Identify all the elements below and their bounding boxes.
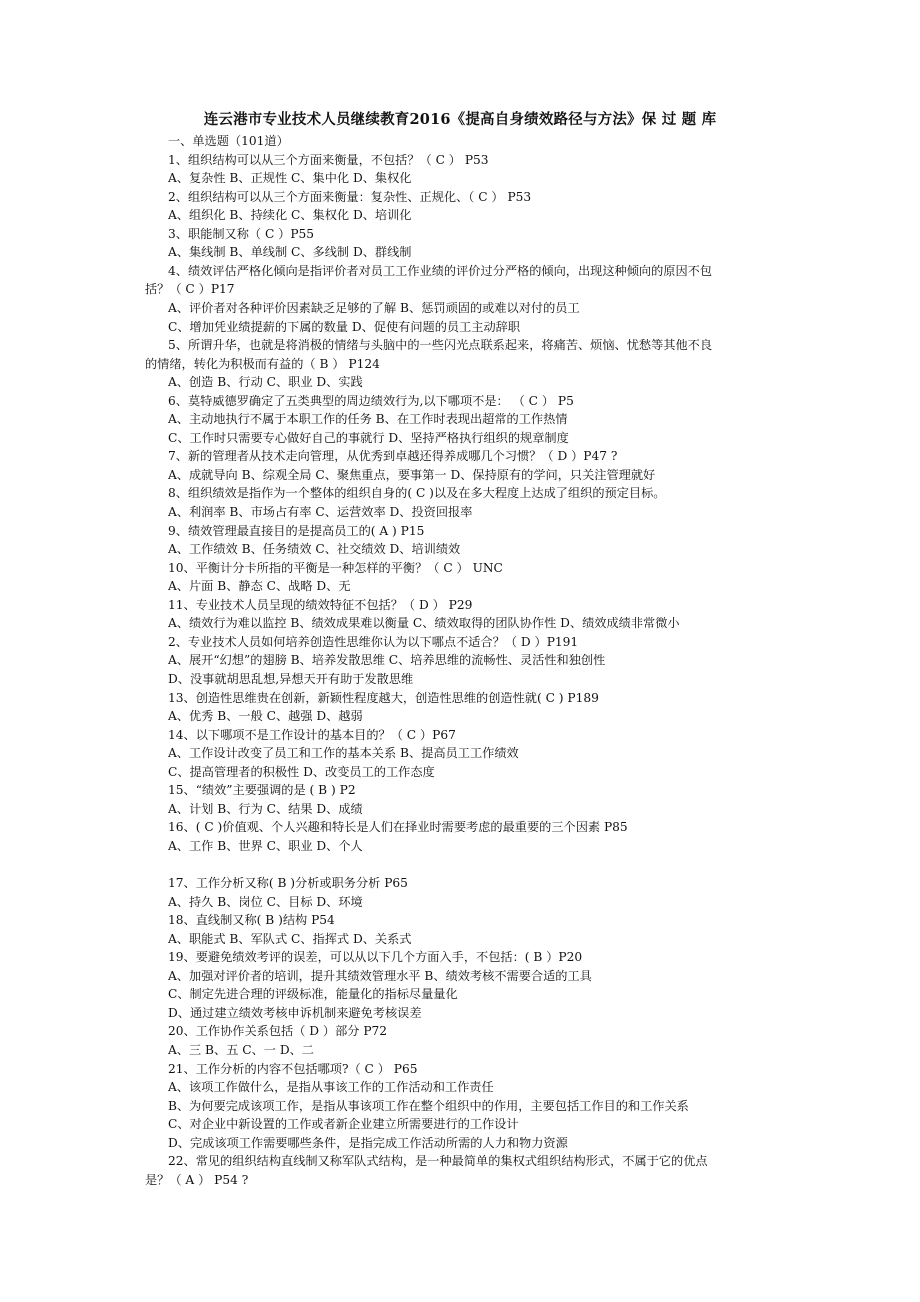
text-line: C、提高管理者的积极性 D、改变员工的工作态度	[168, 764, 435, 779]
text-line: A、三 B、五 C、一 D、二	[168, 1043, 314, 1057]
text-line: 10、平衡计分卡所指的平衡是一种怎样的平衡？（ C ） UNC	[168, 560, 503, 575]
text-line: 22、常见的组织结构直线制又称军队式结构，是一种最简单的集权式组织结构形式，不属于它的优点	[168, 1154, 708, 1169]
text-line: 17、工作分析又称( B )分析或职务分析 P65	[168, 876, 408, 890]
text-line: D、通过建立绩效考核申诉机制来避免考核误差	[168, 1005, 422, 1020]
text-line: 2、组织结构可以从三个方面来衡量：复杂性、正规化、（ C ） P53	[168, 189, 532, 204]
page-title: 连云港市专业技术人员继续教育2016《提高自身绩效路径与方法》保 过 题 库	[203, 111, 717, 128]
text-line: A、绩效行为难以监控 B、绩效成果难以衡量 C、绩效取得的团队协作性 D、绩效成绩非常微小	[168, 616, 680, 631]
text-line: A、工作 B、世界 C、职业 D、个人	[168, 838, 363, 853]
text-line: 1、组织结构可以从三个方面来衡量，不包括？（ C ） P53	[168, 152, 489, 167]
text-line: 的情绪，转化为积极而有益的（ B ） P124	[145, 356, 380, 371]
text-line: 14、以下哪项不是工作设计的基本目的？（ C ）P67	[168, 727, 456, 742]
text-line: 11、专业技术人员呈现的绩效特征不包括？（ D ） P29	[168, 597, 473, 612]
text-line: 21、工作分析的内容不包括哪项?（ C ） P65	[168, 1061, 418, 1076]
text-line: A、加强对评价者的培训，提升其绩效管理水平 B、绩效考核不需要合适的工具	[168, 968, 592, 983]
text-line: 16、( C )价值观、个人兴趣和特长是人们在择业时需要考虑的最重要的三个因素 P85	[168, 820, 628, 835]
text-line: C、制定先进合理的评级标准，能量化的指标尽量量化	[168, 987, 458, 1002]
text-line: 20、工作协作关系包括（ D ）部分 P72	[168, 1024, 388, 1039]
text-line: A、利润率 B、市场占有率 C、运营效率 D、投资回报率	[168, 505, 473, 519]
text-line: 5、所谓升华，也就是将消极的情绪与头脑中的一些闪光点联系起来，将痛苦、烦恼、忧愁等其他不良	[168, 338, 713, 353]
text-line: 19、要避免绩效考评的误差，可以从以下几个方面入手，不包括：( B ）P20	[168, 950, 583, 965]
text-line: A、优秀 B、一般 C、越强 D、越弱	[168, 709, 363, 724]
text-line: 3、职能制又称（ C ）P55	[168, 226, 315, 241]
text-line: A、复杂性 B、正规性 C、集中化 D、集权化	[168, 171, 412, 186]
text-line: 4、绩效评估严格化倾向是指评价者对员工工作业绩的评价过分严格的倾向，出现这种倾向的原因不包	[168, 263, 713, 278]
text-line: C、增加凭业绩提薪的下属的数量 D、促使有问题的员工主动辞职	[168, 319, 521, 334]
text-line: A、集线制 B、单线制 C、多线制 D、群线制	[168, 245, 412, 260]
text-line: A、工作设计改变了员工和工作的基本关系 B、提高员工工作绩效	[168, 746, 519, 761]
text-line: A、展开“幻想”的翅膀 B、培养发散思维 C、培养思维的流畅性、灵活性和独创性	[168, 653, 606, 668]
text-line: D、完成该项工作需要哪些条件，是指完成工作活动所需的人力和物力资源	[168, 1135, 568, 1150]
text-line: A、组织化 B、持续化 C、集权化 D、培训化	[168, 208, 412, 223]
text-line: A、计划 B、行为 C、结果 D、成绩	[168, 801, 363, 816]
text-line: A、该项工作做什么，是指从事该工作的工作活动和工作责任	[168, 1080, 494, 1095]
text-line: A、成就导向 B、综观全局 C、聚焦重点，要事第一 D、保持原有的学问，只关注管理就好	[168, 467, 656, 482]
text-line: 括？（ C ）P17	[145, 282, 235, 297]
text-line: 15、“绩效”主要强调的是 ( B ) P2	[168, 783, 356, 798]
text-line: C、对企业中新设置的工作或者新企业建立所需要进行的工作设计	[168, 1117, 519, 1132]
text-line: 7、新的管理者从技术走向管理，从优秀到卓越还得养成哪几个习惯？（ D ）P47 ?	[168, 449, 618, 464]
text-line: C、工作时只需要专心做好自己的事就行 D、坚持严格执行组织的规章制度	[168, 430, 569, 445]
text-line: A、工作绩效 B、任务绩效 C、社交绩效 D、培训绩效	[168, 542, 461, 557]
text-line: 是？（ A ） P54 ?	[145, 1172, 249, 1187]
text-line: A、创造 B、行动 C、职业 D、实践	[168, 375, 363, 390]
text-line: 2、专业技术人员如何培养创造性思维你认为以下哪点不适合？（ D ）P191	[168, 634, 579, 649]
text-line: 8、组织绩效是指作为一个整体的组织自身的( C )以及在多大程度上达成了组织的预定目标。	[168, 486, 666, 501]
text-line: A、片面 B、静态 C、战略 D、无	[168, 579, 351, 594]
text-line: 9、绩效管理最直接目的是提高员工的( A ) P15	[168, 523, 425, 538]
text-line: A、评价者对各种评价因素缺乏足够的了解 B、惩罚顽固的或难以对付的员工	[168, 301, 580, 315]
text-line: B、为何要完成该项工作，是指从事该项工作在整个组织中的作用，主要包括工作目的和工作关系	[168, 1098, 689, 1113]
text-line: 一、单选题（101道）	[168, 134, 289, 148]
text-line: D、没事就胡思乱想,异想天开有助于发散思维	[168, 672, 414, 686]
text-line: A、职能式 B、军队式 C、指挥式 D、关系式	[168, 931, 412, 946]
text-line: 18、直线制又称( B )结构 P54	[168, 913, 335, 928]
text-line: 13、创造性思维贵在创新，新颖性程度越大，创造性思维的创造性就( C ) P189	[168, 690, 599, 705]
text-line: A、主动地执行不属于本职工作的任务 B、在工作时表现出超常的工作热情	[168, 412, 568, 427]
text-line: A、持久 B、岗位 C、目标 D、环境	[168, 894, 363, 909]
text-line: 6、莫特威德罗确定了五类典型的周边绩效行为,以下哪项不是： （ C ） P5	[168, 393, 574, 408]
